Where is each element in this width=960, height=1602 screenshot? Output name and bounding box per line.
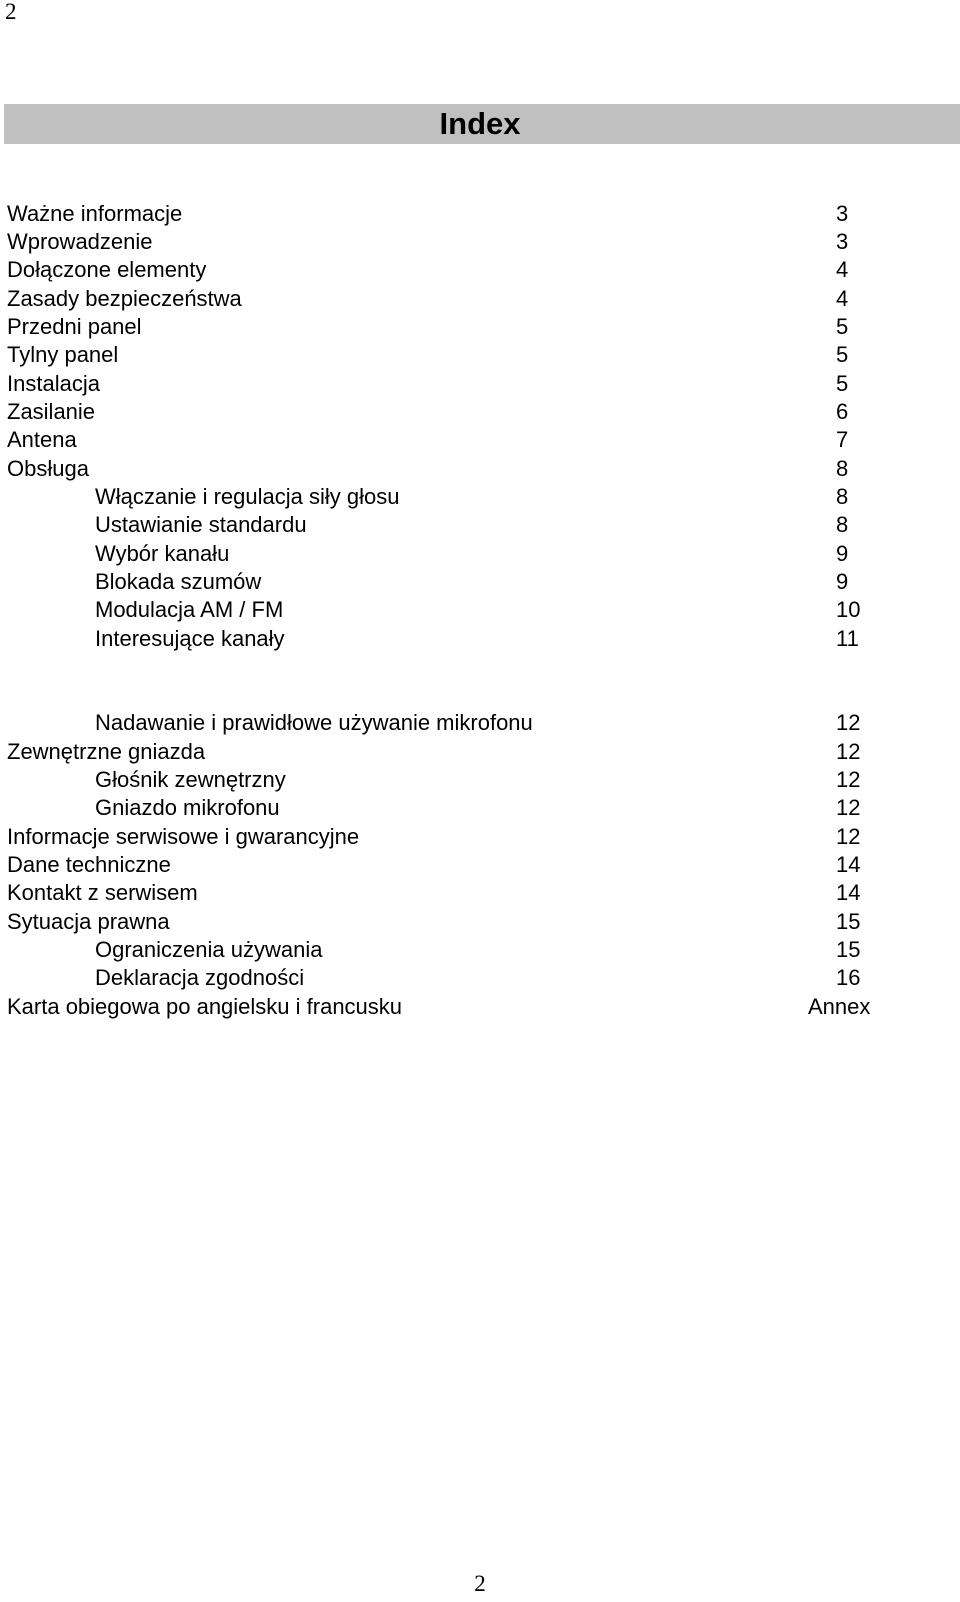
toc-entry-label: Sytuacja prawna <box>7 909 170 934</box>
toc-entry <box>0 397 960 426</box>
toc-entry-page: 8 <box>836 456 849 481</box>
toc-entry-page: 9 <box>836 541 849 566</box>
toc-entry-label: Zasilanie <box>7 399 96 424</box>
toc-entry-page: 12 <box>836 739 861 764</box>
toc-entry <box>0 255 960 284</box>
toc-entry-page: Annex <box>808 994 871 1019</box>
page-number-bottom: 2 <box>474 1571 486 1596</box>
toc-entry <box>0 992 960 1021</box>
toc-entry-label: Modulacja AM / FM <box>95 597 284 622</box>
toc-entry-page: 11 <box>836 626 859 651</box>
toc-entry-label: Głośnik zewnętrzny <box>95 767 286 792</box>
toc-entry <box>0 369 960 398</box>
toc-entry <box>0 510 960 539</box>
toc-entry-label: Wybór kanału <box>95 541 230 566</box>
toc-entry-label: Obsługa <box>7 456 89 481</box>
toc-entry <box>0 199 960 228</box>
toc-entry-page: 14 <box>836 880 861 905</box>
toc-entry-label: Blokada szumów <box>95 569 262 594</box>
toc-entry <box>0 539 960 568</box>
toc-entry-label: Włączanie i regulacja siły głosu <box>95 484 400 509</box>
toc-entry-label: Instalacja <box>7 371 100 396</box>
toc-entry-label: Nadawanie i prawidłowe używanie mikrofonu <box>95 710 533 735</box>
toc-entry <box>0 425 960 454</box>
toc-entry-label: Deklaracja zgodności <box>95 965 305 990</box>
toc-entry-label: Przedni panel <box>7 314 142 339</box>
toc-entry-label: Zasady bezpieczeństwa <box>7 286 242 311</box>
toc-entry <box>0 737 960 766</box>
toc-entry <box>0 284 960 313</box>
toc-entry-page: 4 <box>836 257 849 282</box>
toc-entry-page: 14 <box>836 852 861 877</box>
toc-entry-label: Zewnętrzne gniazda <box>7 739 206 764</box>
toc-entry <box>0 793 960 822</box>
toc-entry <box>0 454 960 483</box>
toc-entry <box>0 595 960 624</box>
toc-entry <box>0 850 960 879</box>
toc-entry <box>0 822 960 851</box>
toc-entry-label: Informacje serwisowe i gwarancyjne <box>7 824 360 849</box>
toc-entry-page: 8 <box>836 512 849 537</box>
toc-entry <box>0 963 960 992</box>
toc-entry-label: Dane techniczne <box>7 852 171 877</box>
toc-entry-label: Wprowadzenie <box>7 229 153 254</box>
toc-entry <box>0 624 960 653</box>
toc-entry <box>0 482 960 511</box>
toc-entry-page: 5 <box>836 342 849 367</box>
toc-entry <box>0 227 960 256</box>
toc-entry-page: 9 <box>836 569 849 594</box>
toc-entry <box>0 935 960 964</box>
toc-entry <box>0 907 960 936</box>
toc-entry-page: 16 <box>836 965 861 990</box>
toc-entry-page: 12 <box>836 824 861 849</box>
toc-entry-label: Ograniczenia używania <box>95 937 323 962</box>
toc-entry-page: 5 <box>836 314 849 339</box>
toc-entry-label: Kontakt z serwisem <box>7 880 198 905</box>
toc-entry <box>0 765 960 794</box>
index-title: Index <box>439 106 521 141</box>
toc-entry <box>0 312 960 341</box>
toc-entry-label: Ustawianie standardu <box>95 512 307 537</box>
toc-entry-page: 15 <box>836 909 861 934</box>
toc-entry-page: 3 <box>836 229 849 254</box>
toc-entry-label: Gniazdo mikrofonu <box>95 795 280 820</box>
toc-entry-label: Karta obiegowa po angielsku i francusku <box>7 994 403 1019</box>
toc-entry-page: 12 <box>836 710 861 735</box>
toc-entry-page: 5 <box>836 371 849 396</box>
toc-entry-page: 4 <box>836 286 849 311</box>
toc-entry-label: Dołączone elementy <box>7 257 207 282</box>
toc-entry-page: 12 <box>836 767 861 792</box>
toc-entry <box>0 878 960 907</box>
toc-entry-page: 7 <box>836 427 849 452</box>
toc-entry-page: 15 <box>836 937 861 962</box>
toc-entry-label: Tylny panel <box>7 342 119 367</box>
toc-entry-page: 12 <box>836 795 861 820</box>
page-number-top: 2 <box>5 0 17 24</box>
toc-entry-label: Antena <box>7 427 77 452</box>
toc-entry-label: Ważne informacje <box>7 201 183 226</box>
toc-entry <box>0 340 960 369</box>
toc-entry-page: 6 <box>836 399 849 424</box>
toc-entry-page: 8 <box>836 484 849 509</box>
toc-entry-page: 10 <box>836 597 861 622</box>
toc-entry-label: Interesujące kanały <box>95 626 285 651</box>
toc-entry <box>0 708 960 737</box>
toc-entry-page: 3 <box>836 201 849 226</box>
toc-entry <box>0 567 960 596</box>
